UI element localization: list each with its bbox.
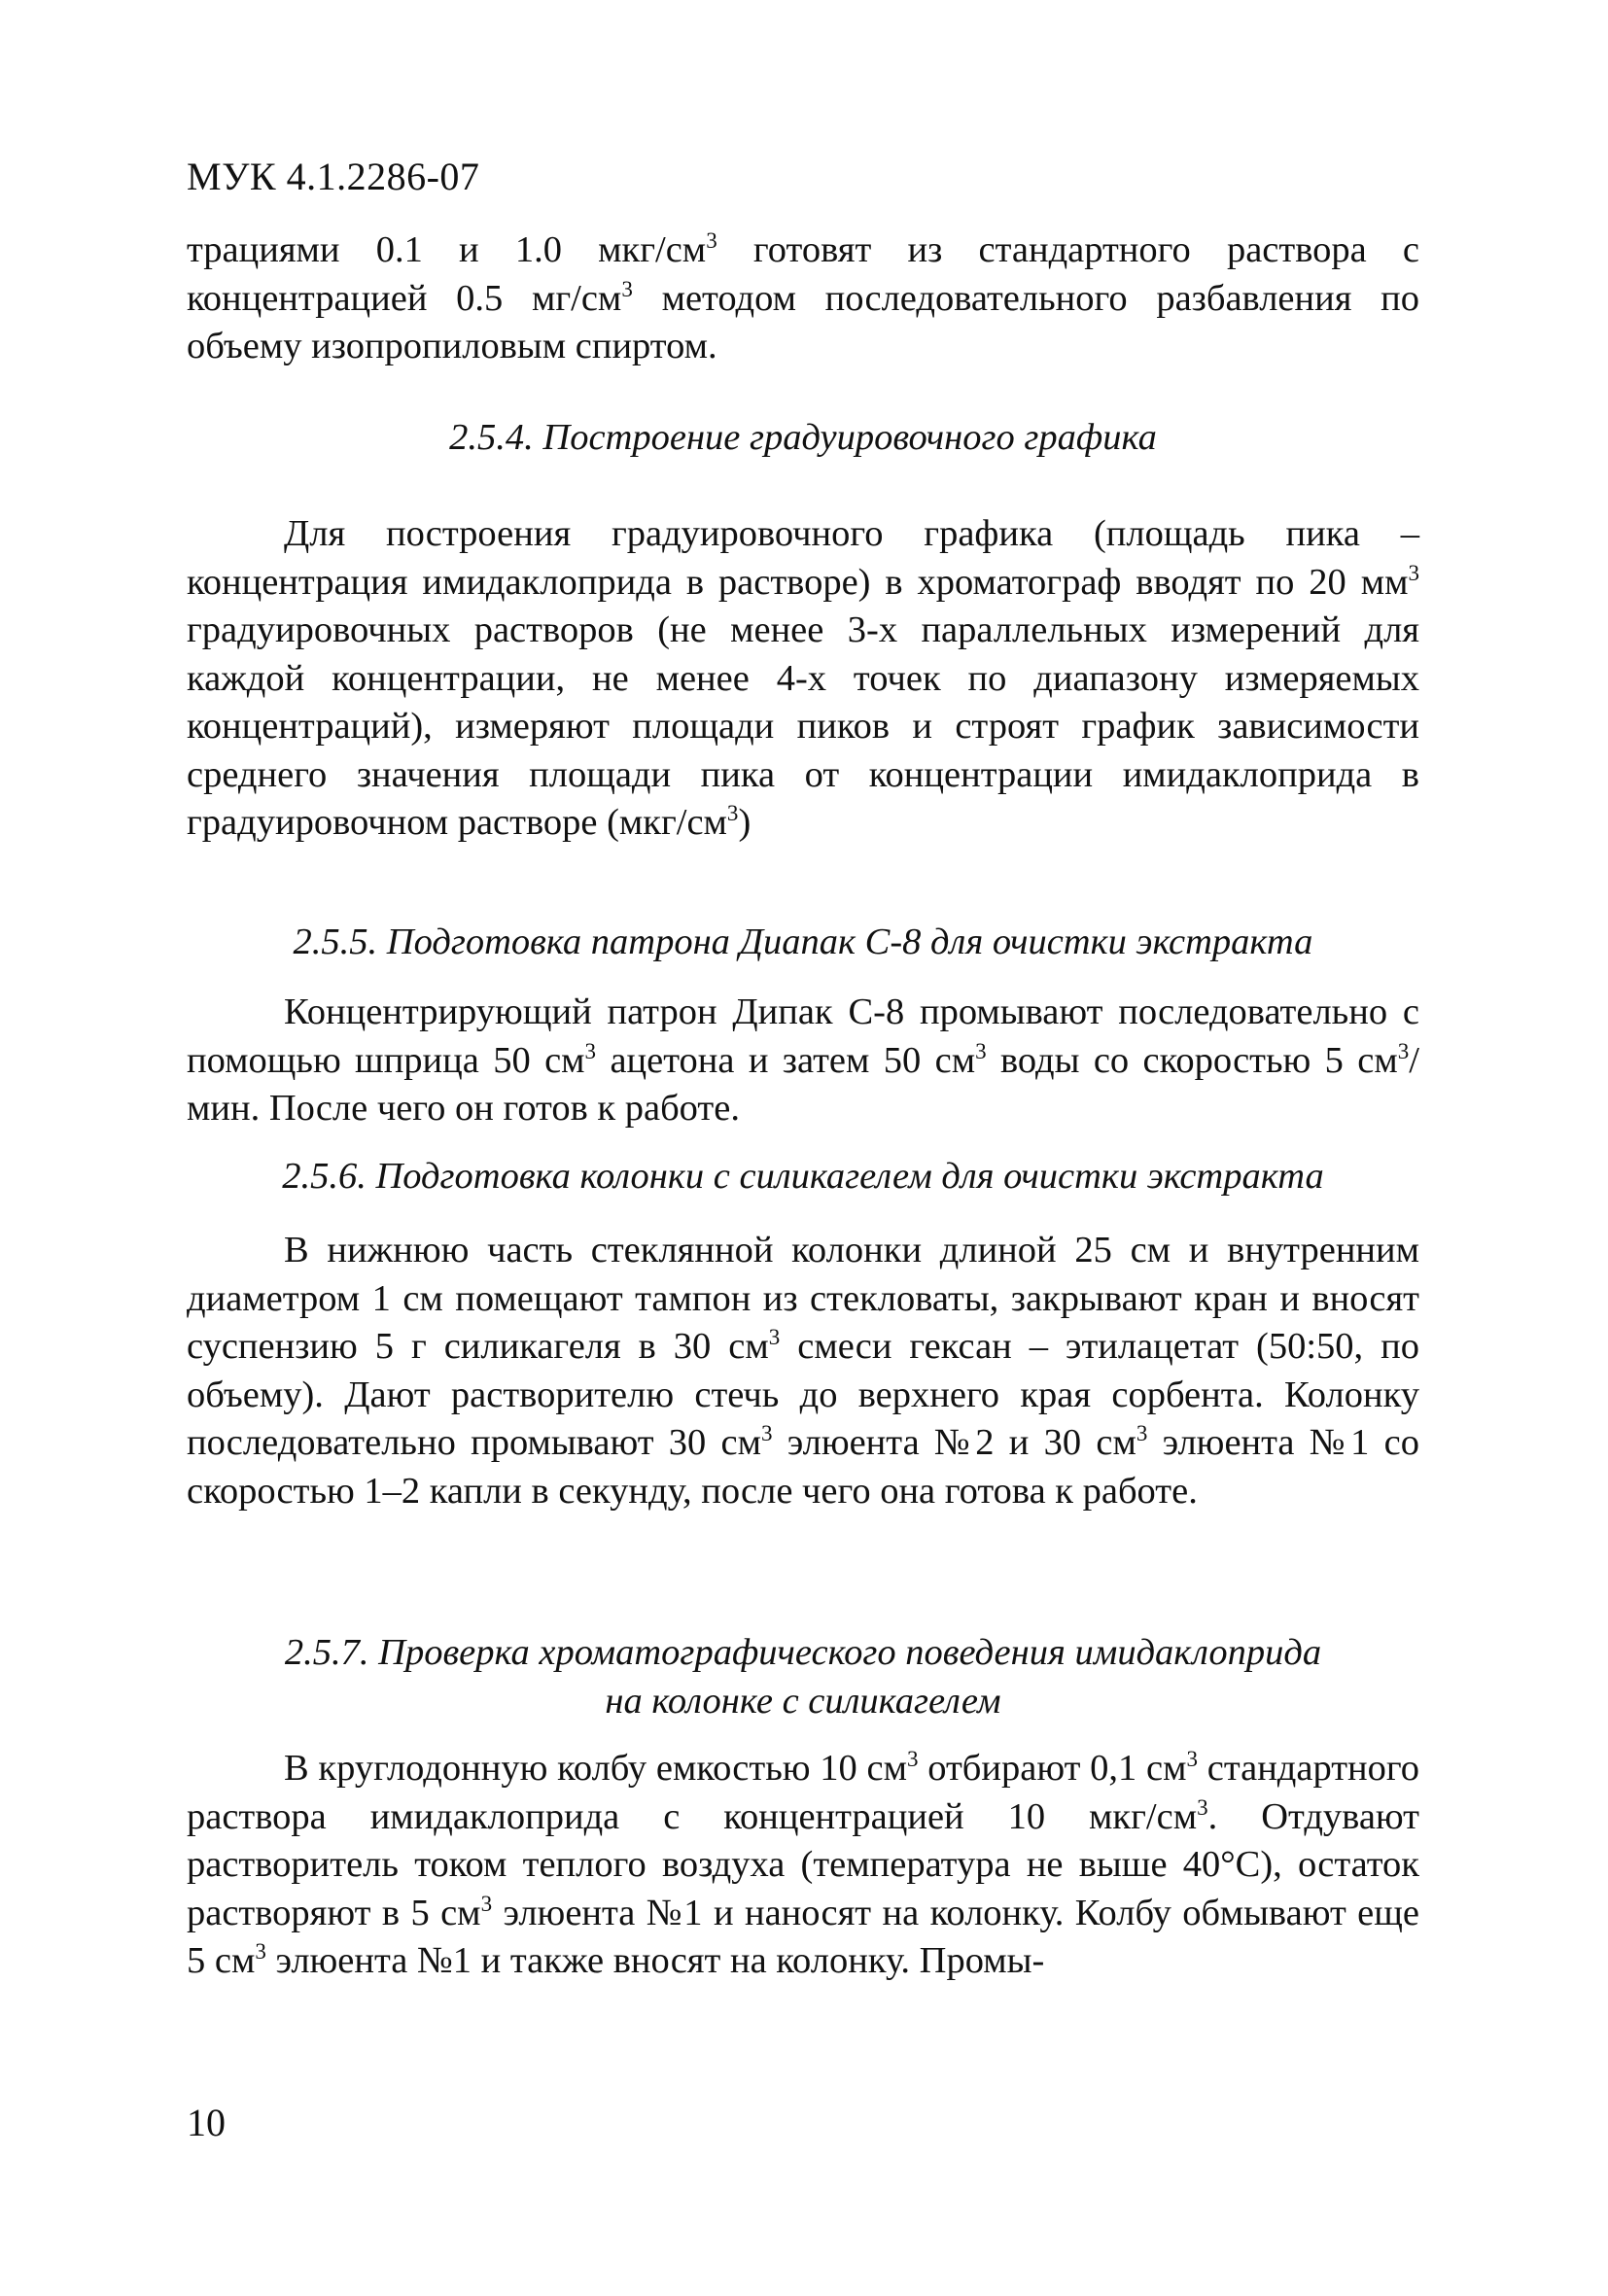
section-heading-2-5-4: 2.5.4. Построение градуировочного графика bbox=[449, 417, 1157, 458]
paragraph-2-5-6: В нижнюю часть стеклянной колонки длиной 25 см и внутренним диаметром 1 см помещают тампон из стекловаты, закрывают кран и вносят суспензию 5 г силикагеля в 30 $см^3$ смеси гексан – этилацетат (50:50, по объему). Дают растворителю стечь до верхнего края сорбента. Колонку последовательно промывают 30 $см^3$ элюента №2 и 30 $см^3$ элюента №1 со скоростью 1–2 капли в секунду, после чего она готова к работе. bbox=[187, 1230, 1419, 1512]
paragraph-2-5-4: Для построения градуировочного графика (площадь пика – концентрация имидаклоприда в растворе) в хроматограф вводят по 20 $мм^3$ градуировочных растворов (не менее 3-х параллельных измерений для каждой концентрации, не менее 4-х точек по диапазону измеряемых концентраций), измеряют площади пиков и строят график зависимости среднего значения площади пика от концентрации имидаклоприда в градуировочном растворе $(мкг/см^3)$ bbox=[187, 513, 1419, 843]
page-number: 10 bbox=[187, 2101, 226, 2144]
paragraph-2-5-5: Концентрирующий патрон Дипак С-8 промывают последовательно с помощью шприца 50 $см^3$ ацетона и затем 50 $см^3$ воды со скоростью 5 $см^3$/мин. После чего он готов к работе. bbox=[187, 991, 1419, 1129]
paragraph-intro: трациями 0.1 и 1.0 мкг/$см^3$ готовят из стандартного раствора с концентрацией 0.5 $мг/см^3$ методом последовательного разбавления по объему изопропиловым спиртом. bbox=[187, 227, 1420, 366]
section-heading-2-5-7: 2.5.7. Проверка хроматографического поведения имидаклоприда на колонке с силикагелем bbox=[284, 1632, 1322, 1722]
document-code: МУК 4.1.2286-07 bbox=[187, 155, 480, 198]
section-heading-2-5-6: 2.5.6. Подготовка колонки с силикагелем для очистки экстракта bbox=[282, 1156, 1324, 1197]
paragraph-2-5-7: В круглодонную колбу емкостью 10 $см^3$ отбирают 0,1 $см^3$ стандартного раствора имидаклоприда с концентрацией 10 мкг/$см^3$. Отдувают растворитель током теплого воздуха (температура не выше 40°С), остаток растворяют в 5 $см^3$ элюента №1 и наносят на колонку. Колбу обмывают еще 5 $см^3$ элюента №1 и также вносят на колонку. Промы- bbox=[187, 1746, 1419, 1981]
section-heading-2-5-5: 2.5.5. Подготовка патрона Диапак С-8 для очистки экстракта bbox=[293, 922, 1313, 962]
